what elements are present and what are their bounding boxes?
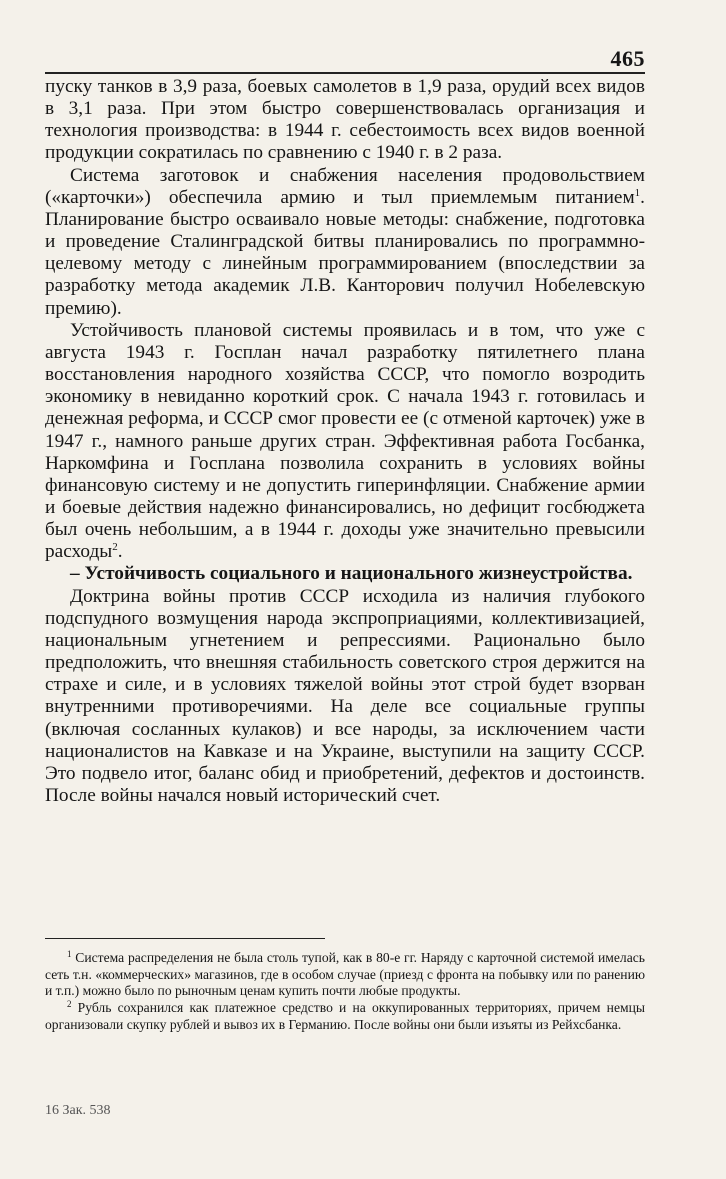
paragraph: пуску танков в 3,9 раза, боевых самолетов в 1,9 раза, орудий всех видов в 3,1 раза. При этом быстро совершенствовалась организация и технология производства: в 1944 г. себестоимость всех видов военной продукции сократилась по сравнению с 1940 г. в 2 раза. — [45, 76, 645, 164]
footnotes — [45, 950, 645, 1034]
header-rule — [45, 72, 645, 74]
footnote-divider — [45, 938, 325, 939]
page-number: 465 — [610, 46, 645, 71]
footnote-mark: 1 — [67, 949, 72, 959]
print-signature: 16 Зак. 538 — [45, 1103, 111, 1118]
footnote-ref[interactable]: 2 — [112, 541, 118, 554]
paragraph: Устойчивость плановой системы проявилась и в том, что уже с августа 1943 г. Госплан начал разработку пятилетнего плана восстановления народного хозяйства СССР, что помогло возродить экономику в невиданно короткий срок. С начала 1943 г. готовилась и денежная реформа, и СССР смог провести ее (с отменой карточек) уже в 1947 г., намного раньше других стран. Эффективная работа Госбанка, Наркомфина и Госплана позволила сохранить в условиях войны финансовую систему и не допустить гиперинфляции. Снабжение армии и боевые действия надежно финансировались, но дефицит госбюджета был очень небольшим, а в 1944 г. доходы уже значительно превысили расходы$^2$. — [45, 319, 645, 563]
paragraph: Доктрина войны против СССР исходила из наличия глубокого подспудного возмущения народа экспроприациями, коллективизацией, национальным угнетением и репрессиями. Рационально было предположить, что внешняя стабильность советского строя держится на страхе и силе, и в условиях тяжелой войны этот строй будет взорван внутренними противоречиями. На деле все социальные группы (включая сосланных кулаков) и все народы, за исключением части националистов на Кавказе и на Украине, выступили на защиту СССР. Это подвело итог, баланс обид и приобретений, дефектов и достоинств. После войны начался новый исторический счет. — [45, 585, 645, 806]
footnote: $^2$ Рубль сохранился как платежное средство и на оккупированных территориях, причем немцы организовали скупку рублей и вывоз их в Германию. После войны они были изъяты из Рейхсбанка. — [45, 999, 645, 1032]
section-heading: – Устойчивость социального и национального жизнеустройства. — [70, 563, 633, 585]
footnote-mark: 2 — [67, 999, 72, 1010]
main-text — [45, 76, 645, 807]
footnote: $^1$ Система распределения не была столь тупой, как в 80-е гг. Наряду с карточной системой имелась сеть т.н. «коммерческих» магазинов, где в особом случае (приезд с фронта на побывку или по ранению и т.п.) можно было по рыночным ценам купить почти любые продукты. — [45, 949, 645, 999]
paragraph: Система заготовок и снабжения населения продовольствием («карточки») обеспечила армию и тыл приемлемым питанием$^1$. Планирование быстро осваивало новые методы: снабжение, подготовка и проведение Сталинградской битвы планировались по программно-целевому методу с линейным программированием (впоследствии за разработку метода академик Л.В. Канторович получил Нобелевскую премию). — [45, 164, 645, 319]
footnote-ref[interactable]: 1 — [634, 186, 641, 199]
